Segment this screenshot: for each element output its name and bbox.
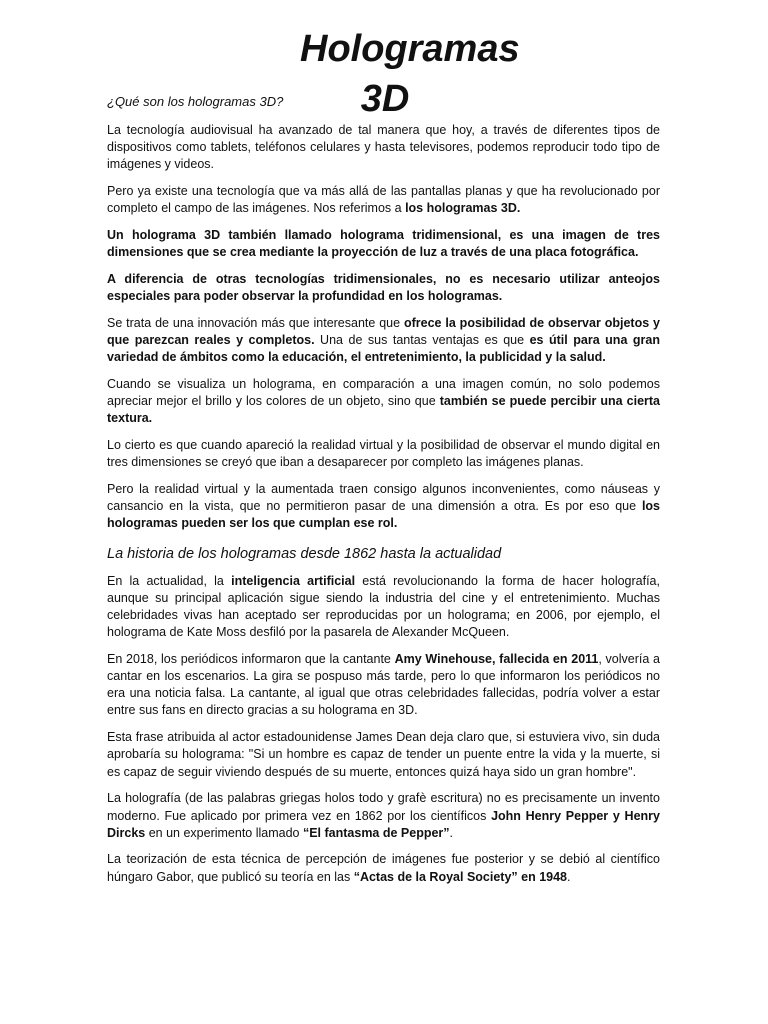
paragraph-inconvenients: Pero la realidad virtual y la aumentada traen consigo algunos inconvenientes, como náuseas y cansancio en la vista, que no permitieron pasar de una dimensión a otra. Es por eso que los hologramas pueden ser los que cumplan ese rol.: [107, 481, 660, 531]
paragraph-innovation: Se trata de una innovación más que interesante que ofrece la posibilidad de observar objetos y que parezcan reales y completos. Una de sus tantas ventajas es que es útil para una gran variedad de ámbitos como la educación, el entretenimiento, la publicidad y la salud.: [107, 315, 660, 365]
paragraph-origin: La holografía (de las palabras griegas holos todo y grafè escritura) no es precisamente un invento moderno. Fue aplicado por primera vez en 1862 por los científicos John Henry Pepper y Henry Dircks en un experimento llamado “El fantasma de Pepper”.: [107, 791, 660, 840]
section-heading-history: La historia de los hologramas desde 1862 hasta la actualidad: [107, 545, 502, 562]
paragraph-ai: En la actualidad, la inteligencia artificial está revolucionando la forma de hacer holografía, aunque su principal aplicación sigue siendo la industria del cine y el entretenimiento. Muchas celebridades vivas han aceptado ser reproducidas por un holograma; en 2006, por ejemplo, el holograma de Kate Moss desfiló por la pasarela de Alexander McQueen.: [107, 573, 660, 640]
paragraph-virtual-reality: Lo cierto es que cuando apareció la realidad virtual y la posibilidad de observar el mundo digital en tres dimensiones se creyó que iban a desaparecer por completo las imágenes planas.: [107, 438, 660, 470]
paragraph-definition: Un holograma 3D también llamado holograma tridimensional, es una imagen de tres dimensiones que se crea mediante la proyección de luz a través de una placa fotográfica.: [107, 228, 660, 260]
paragraph-gabor: La teorización de esta técnica de percepción de imágenes fue posterior y se debió al científico húngaro Gabor, que publicó su teoría en las “Actas de la Royal Society” en 1948.: [107, 852, 660, 884]
paragraph-no-glasses: A diferencia de otras tecnologías tridimensionales, no es necesario utilizar anteojos especiales para poder observar la profundidad en los hologramas.: [107, 271, 660, 304]
paragraph-intro: La tecnología audiovisual ha avanzado de tal manera que hoy, a través de diferentes tipos de dispositivos como tablets, teléfonos celulares y hasta televisores, podemos reproducir todo tipo de imágenes y videos.: [107, 123, 660, 172]
document-body: [107, 122, 660, 895]
document-title: Hologramas 3D: [300, 28, 520, 120]
paragraph-flat-screens: Pero ya existe una tecnología que va más allá de las pantallas planas y que ha revolucionado por completo el campo de las imágenes. Nos referimos a los hologramas 3D.: [107, 184, 660, 216]
paragraph-texture: Cuando se visualiza un holograma, en comparación a una imagen común, no solo podemos apreciar mejor el brillo y los colores de un objeto, sino que también se puede percibir una cierta textura.: [107, 376, 660, 426]
section-question: ¿Qué son los hologramas 3D?: [107, 94, 284, 109]
paragraph-james-dean: Esta frase atribuida al actor estadounidense James Dean deja claro que, si estuviera vivo, sin duda aprobaría su holograma: "Si un hombre es capaz de tender un puente entre la vida y la muerte, si es capaz de seguir viviendo después de su muerte, entonces quizá haya sido un gran hombre".: [107, 730, 660, 779]
paragraph-amy-winehouse: En 2018, los periódicos informaron que la cantante Amy Winehouse, fallecida en 2011, volvería a cantar en los escenarios. La gira se pospuso más tarde, pero lo que informaron los periódicos no era una noticia falsa. La cantante, al igual que otras celebridades fallecidas, podría volver a estar entre sus fans en directo gracias a su holograma en 3D.: [107, 651, 660, 718]
